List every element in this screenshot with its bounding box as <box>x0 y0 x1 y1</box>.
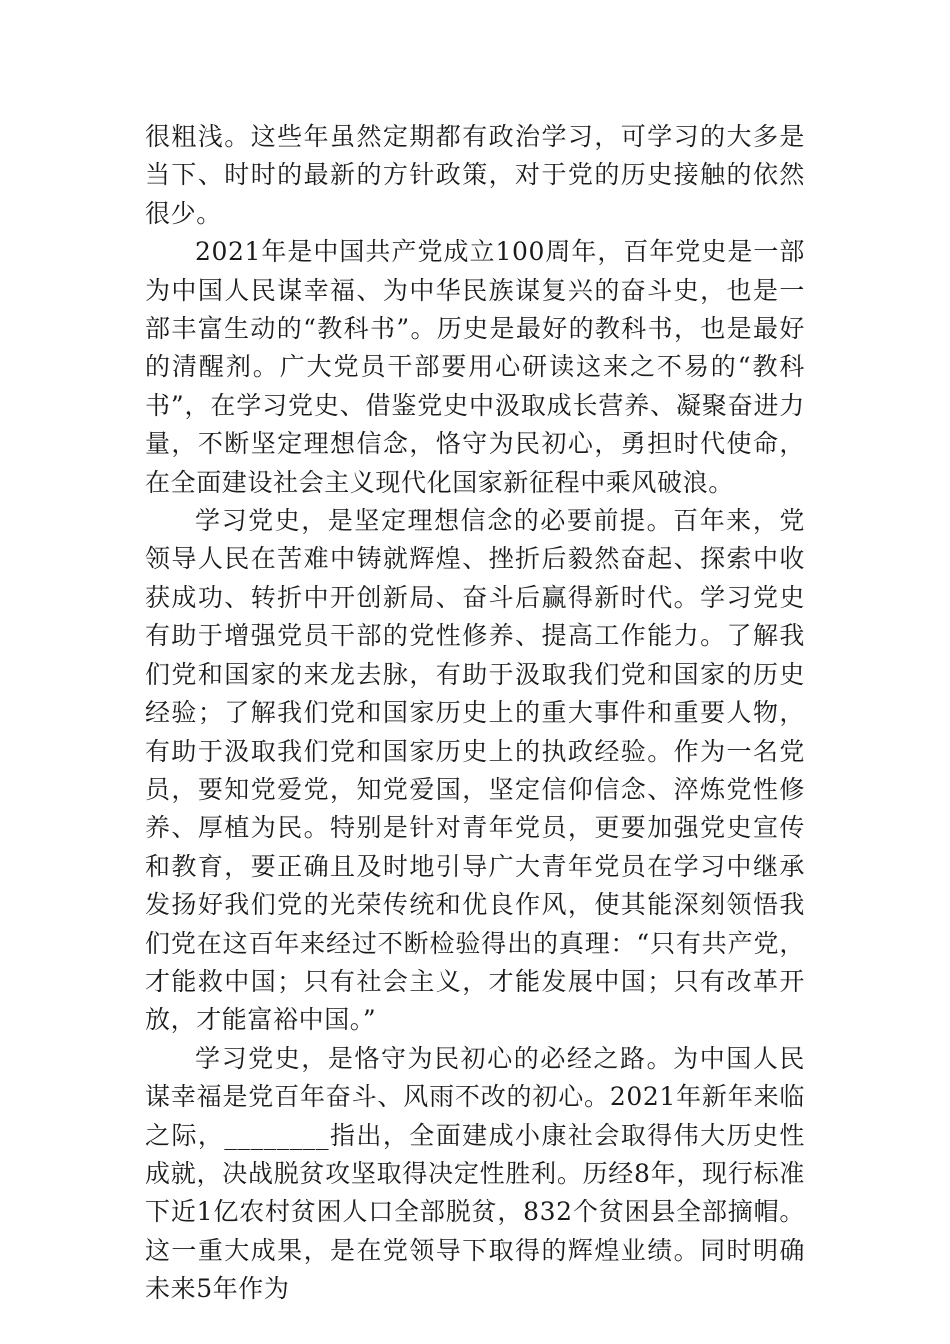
paragraph-2: 2021年是中国共产党成立100周年，百年党史是一部为中国人民谋幸福、为中华民族谋复兴的奋斗史，也是一部丰富生动的“教科书”。历史是最好的教科书，也是最好的清醒剂。广大党员干部要用心研读这来之不易的“教科书”，在学习党史、借鉴党史中汲取成长营养、凝聚奋进力量，不断坚定理想信念，恪守为民初心，勇担时代使命，在全面建设社会主义现代化国家新征程中乘风破浪。 <box>145 237 805 497</box>
document-page <box>145 118 805 1309</box>
paragraph-4: 学习党史，是恪守为民初心的必经之路。为中国人民谋幸福是党百年奋斗、风雨不改的初心。2021年新年来临之际，________指出，全面建成小康社会取得伟大历史性成就，决战脱贫攻坚取得决定性胜利。历经8年，现行标准下近1亿农村贫困人口全部脱贫，832个贫困县全部摘帽。这一重大成果，是在党领导下取得的辉煌业绩。同时明确未来5年作为 <box>145 1043 805 1304</box>
paragraph-3: 学习党史，是坚定理想信念的必要前提。百年来，党领导人民在苦难中铸就辉煌、挫折后毅然奋起、探索中收获成功、转折中开创新局、奋斗后赢得新时代。学习党史有助于增强党员干部的党性修养、提高工作能力。了解我们党和国家的来龙去脉，有助于汲取我们党和国家的历史经验；了解我们党和国家历史上的重大事件和重要人物，有助于汲取我们党和国家历史上的执政经验。作为一名党员，要知党爱党，知党爱国，坚定信仰信念、淬炼党性修养、厚植为民。特别是针对青年党员，更要加强党史宣传和教育，要正确且及时地引导广大青年党员在学习中继承发扬好我们党的光荣传统和优良作风，使其能深刻领悟我们党在这百年来经过不断检验得出的真理：“只有共产党，才能救中国；只有社会主义，才能发展中国；只有改革开放，才能富裕中国。” <box>145 506 805 1035</box>
paragraph-1: 很粗浅。这些年虽然定期都有政治学习，可学习的大多是当下、时时的最新的方针政策，对于党的历史接触的依然很少。 <box>145 122 805 228</box>
